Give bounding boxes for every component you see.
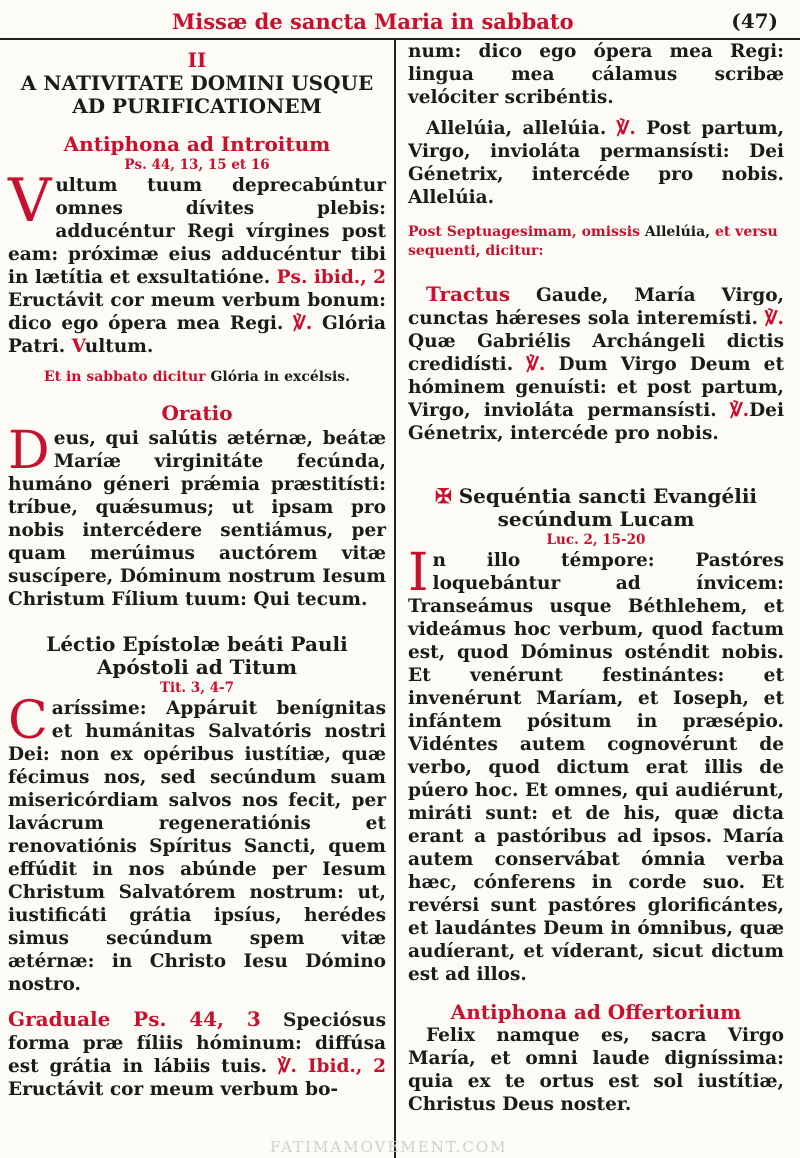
tractus-versicle-3: ℣. <box>730 400 750 421</box>
introit-antiphon: ultum tuum deprecabúntur omnes dívites plebis: adducéntur Regi vírgines post eam: próximæ eius adducéntur tibi in lætítia et exsultatióne. <box>8 175 386 288</box>
lectio-reference: Tit. 3, 4-7 <box>160 680 234 696</box>
lectio-heading-line1: Léctio Epístolæ beáti Pauli <box>46 632 348 656</box>
left-column <box>8 44 386 1101</box>
rubric-red-text: Et in sabbato dicitur <box>43 369 206 385</box>
graduale-ref: Ibid., 2 <box>307 1056 386 1077</box>
alleluia-versicle: ℣. <box>616 118 636 139</box>
season-heading-line2: AD PURIFICATIONEM <box>72 94 322 118</box>
offertory-title: Antiphona ad Offertorium <box>450 1000 742 1024</box>
running-title: Missæ de sancta Maria in sabbato <box>172 9 574 34</box>
right-column <box>408 40 784 1116</box>
tractus-versicle-2: ℣. <box>526 354 546 375</box>
gospel-heading-line1 <box>408 485 784 508</box>
rubric-black: Allelúia, <box>644 224 711 240</box>
tractus-part1: Gaude, María Virgo, cunctas hǽreses sola interemísti. <box>408 285 784 329</box>
column-divider <box>394 40 396 1158</box>
tractus-label: Tractus <box>426 282 511 306</box>
graduale-versicle: ℣. <box>277 1056 298 1077</box>
gospel-dropcap: I <box>408 543 429 603</box>
tractus-part2: Quæ Gabriélis Archángeli dictis credidísti. <box>408 331 784 375</box>
alleluia-verse: Post partum, Virgo, invioláta permansísti: Dei Génetrix, intercéde pro nobis. Allelúia. <box>408 118 784 208</box>
cross-icon: ✠ <box>434 484 452 508</box>
page-number: (47) <box>731 9 778 33</box>
watermark: FATIMAMOVEMENT.COM <box>270 1138 508 1156</box>
rubric-black-text: Glória in excélsis. <box>210 369 351 385</box>
introit-verse: Eructávit cor meum verbum bonum: dico ego ópera mea Regi. <box>8 290 386 334</box>
graduale-verse: Speciósus forma præ fíliis hóminum: diffúsa est grátia in lábiis tuis. <box>8 1010 386 1077</box>
rubric-red-1: Post Septuagesimam, omissis <box>408 224 641 240</box>
vultum-initial: V <box>71 336 85 357</box>
introit-reference: Ps. 44, 13, 15 et 16 <box>124 157 270 173</box>
gospel-reference: Luc. 2, 15-20 <box>546 532 646 548</box>
introit-dropcap: V <box>8 166 52 236</box>
gospel-heading-line2: secúndum Lucam <box>497 507 695 531</box>
oratio-title: Oratio <box>161 401 233 425</box>
tractus-text <box>408 283 784 445</box>
oratio-prayer: eus, qui salútis ætérnæ, beátæ Maríæ virginitáte fecúnda, humáno géneri prǽmia præstitísti: tríbue, quǽsumus; ut ipsam pro nobis intercédere sentiámus, per quam merúimus auctórem vitæ suscípere, Dóminum nostrum Iesum Christum Fílium tuum: Qui tecum. <box>8 428 386 610</box>
gospel-heading-text: Sequéntia sancti Evangélii <box>458 484 758 508</box>
gloria-patri: Glória Patri. <box>8 313 386 357</box>
rubric-red-2: et versu sequenti, dicitur: <box>408 224 778 259</box>
vultum-rest: ultum. <box>84 336 154 357</box>
gloria-rubric <box>8 368 386 387</box>
page-header <box>0 0 800 38</box>
lectio-epistle: aríssime: Appáruit benígnitas et humánitas Salvatóris nostri Dei: non ex opéribus iustítiæ, quæ fécimus nos, sed secúndum suam misericórdiam salvos nos fecit, per lavácrum regeneratiónis et renovatiónis Spíritus Sancti, quem effúdit in nos abúnde per Iesum Christum Salvatórem nostrum: ut, iustificáti grátia ipsíus, herédes simus secúndum spem vitæ ætérnæ: in Christo Iesu Dómino nostro. <box>8 698 386 995</box>
graduale-label: Graduale Ps. 44, 3 <box>8 1007 261 1031</box>
lectio-heading-line2: Apóstoli ad Titum <box>96 655 298 679</box>
section-numeral: II <box>187 48 207 72</box>
lectio-dropcap: C <box>8 691 48 751</box>
tractus-part4: Dei Génetrix, intercéde pro nobis. <box>408 400 784 444</box>
oratio-text <box>8 421 386 611</box>
versicle-symbol: ℣. <box>293 313 313 334</box>
graduale-continuation: Eructávit cor meum verbum bo- <box>8 1079 339 1100</box>
alleluia-text <box>408 117 784 209</box>
alleluia: Allelúia, allelúia. <box>426 118 607 139</box>
season-heading-line1: A NATIVITATE DOMINI USQUE <box>20 71 374 95</box>
lectio-text <box>8 691 386 996</box>
introit-title: Antiphona ad Introitum <box>63 132 331 156</box>
introit-psalm-ref: Ps. ibid., 2 <box>276 267 386 288</box>
gospel-text <box>408 543 784 986</box>
introit-text <box>8 166 386 358</box>
gospel-passage: n illo témpore: Pastóres loquebántur ad ínvicem: Transeámus usque Béthlehem, et videámus hoc verbum, quod factum est, quod Dóminus osténdit nobis. Et venérunt festinántes: et invenérunt Maríam, et Ioseph, et infántem pósitum in præsépio. Vidéntes autem cognovérunt de verbo, quod dictum erat illis de púero hoc. Et omnes, qui audiérunt, miráti sunt: et de his, quæ dicta erant a pastóribus ad ipsos. María autem conservábat ómnia verba hæc, cónferens in corde suo. Et revérsi sunt pastóres glorificántes, et laudántes Deum in ómnibus, quæ audíerant, et víderant, sicut dictum est ad illos. <box>408 550 784 985</box>
oratio-dropcap: D <box>8 421 50 481</box>
septuagesima-rubric <box>408 223 784 261</box>
graduale-continued: num: dico ego ópera mea Regi: lingua mea cálamus scribæ velóciter scribéntis. <box>408 41 784 108</box>
tractus-versicle-1: ℣. <box>764 308 784 329</box>
graduale-text <box>8 1008 386 1101</box>
tractus-part3: Dum Virgo Deum et hóminem genuísti: et post partum, Virgo, invioláta permansísti. <box>408 354 784 421</box>
offertory-text: Felix namque es, sacra Virgo María, et omni laude digníssima: quia ex te ortus est sol iustítiæ, Christus Deus noster. <box>408 1025 784 1115</box>
